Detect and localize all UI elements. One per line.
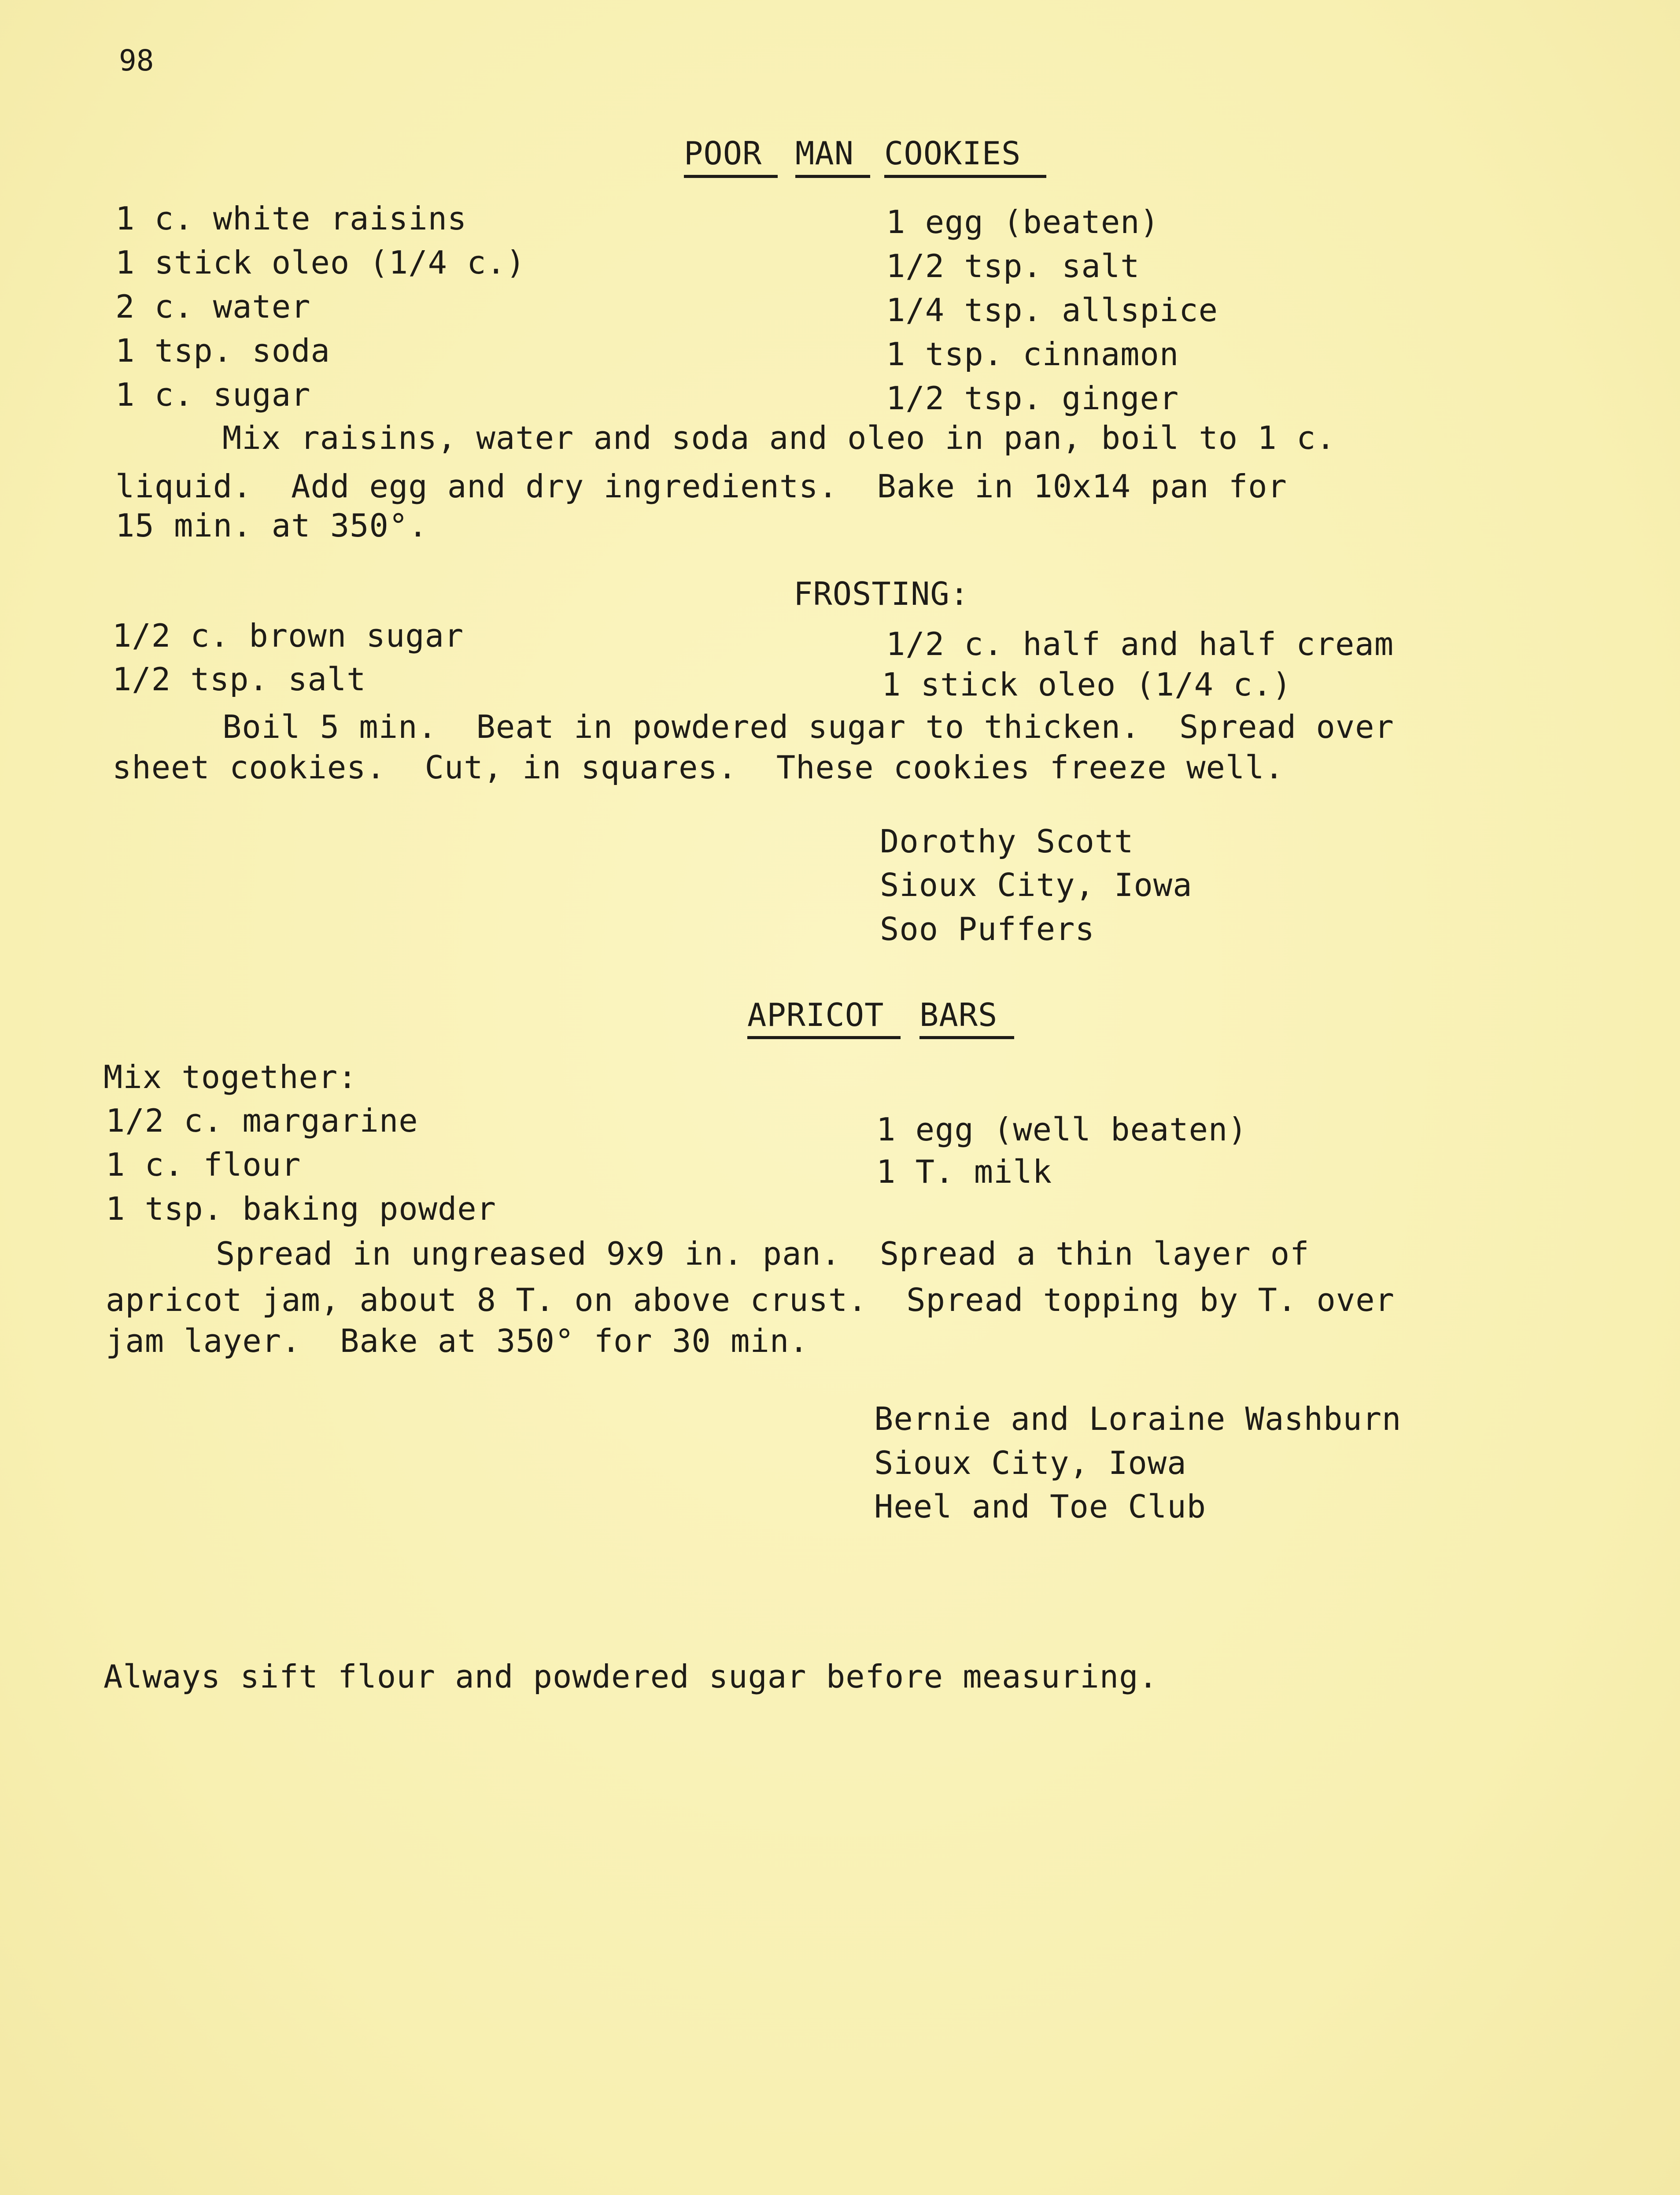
title-underline — [747, 1036, 901, 1039]
page-number: 98 — [119, 44, 154, 78]
title-underline — [884, 175, 1046, 178]
directions-line: Boil 5 min. Beat in powdered sugar to thicken. Spread over — [222, 708, 1394, 745]
ingredient: 1 tsp. baking powder — [106, 1190, 496, 1227]
ingredient: 1/2 tsp. salt — [886, 248, 1140, 285]
recipe-title-word: POOR — [684, 135, 762, 172]
section-title: FROSTING: — [794, 575, 970, 612]
directions-line: apricot jam, about 8 T. on above crust. Spread topping by T. over — [106, 1281, 1395, 1318]
ingredient: 1 T. milk — [876, 1153, 1052, 1190]
directions-line: liquid. Add egg and dry ingredients. Bake in 10x14 pan for — [115, 468, 1287, 505]
directions-line: Spread in ungreased 9x9 in. pan. Spread a thin layer of — [216, 1235, 1310, 1272]
title-underline — [795, 175, 870, 178]
ingredient: 1 c. white raisins — [115, 200, 467, 237]
contributor-name: Dorothy Scott — [880, 823, 1134, 860]
ingredient: 1 tsp. soda — [115, 332, 330, 369]
directions-line: 15 min. at 350°. — [115, 507, 428, 544]
ingredient: 1/2 tsp. ginger — [886, 380, 1179, 417]
directions-line: sheet cookies. Cut, in squares. These cookies freeze well. — [112, 749, 1284, 786]
ingredient: 2 c. water — [115, 288, 311, 325]
directions-line: jam layer. Bake at 350° for 30 min. — [106, 1322, 809, 1359]
cooking-tip: Always sift flour and powdered sugar before measuring. — [103, 1658, 1158, 1695]
contributor-name: Bernie and Loraine Washburn — [874, 1400, 1402, 1437]
recipe-title-word: MAN — [795, 135, 854, 172]
directions-line: Mix raisins, water and soda and oleo in pan, boil to 1 c. — [222, 419, 1336, 456]
title-underline — [919, 1036, 1014, 1039]
intro-text: Mix together: — [103, 1059, 358, 1096]
ingredient: 1/2 c. brown sugar — [112, 617, 464, 654]
ingredient: 1/2 c. half and half cream — [886, 626, 1394, 663]
contributor-location: Sioux City, Iowa — [874, 1444, 1187, 1481]
ingredient: 1/4 tsp. allspice — [886, 292, 1218, 329]
ingredient: 1 c. flour — [106, 1146, 301, 1183]
recipe-title-word: APRICOT — [747, 996, 884, 1033]
ingredient: 1 egg (well beaten) — [876, 1111, 1248, 1148]
ingredient: 1 c. sugar — [115, 376, 311, 413]
contributor-location: Sioux City, Iowa — [880, 866, 1193, 903]
ingredient: 1/2 c. margarine — [106, 1102, 418, 1139]
ingredient: 1 egg (beaten) — [886, 204, 1159, 241]
recipe-title-word: BARS — [919, 996, 998, 1033]
ingredient: 1 tsp. cinnamon — [886, 336, 1179, 373]
ingredient: 1 stick oleo (1/4 c.) — [115, 244, 526, 281]
ingredient: 1 stick oleo (1/4 c.) — [882, 666, 1292, 703]
title-underline — [684, 175, 778, 178]
contributor-club: Heel and Toe Club — [874, 1488, 1206, 1525]
ingredient: 1/2 tsp. salt — [112, 661, 366, 698]
contributor-club: Soo Puffers — [880, 911, 1095, 948]
recipe-title-word: COOKIES — [884, 135, 1021, 172]
